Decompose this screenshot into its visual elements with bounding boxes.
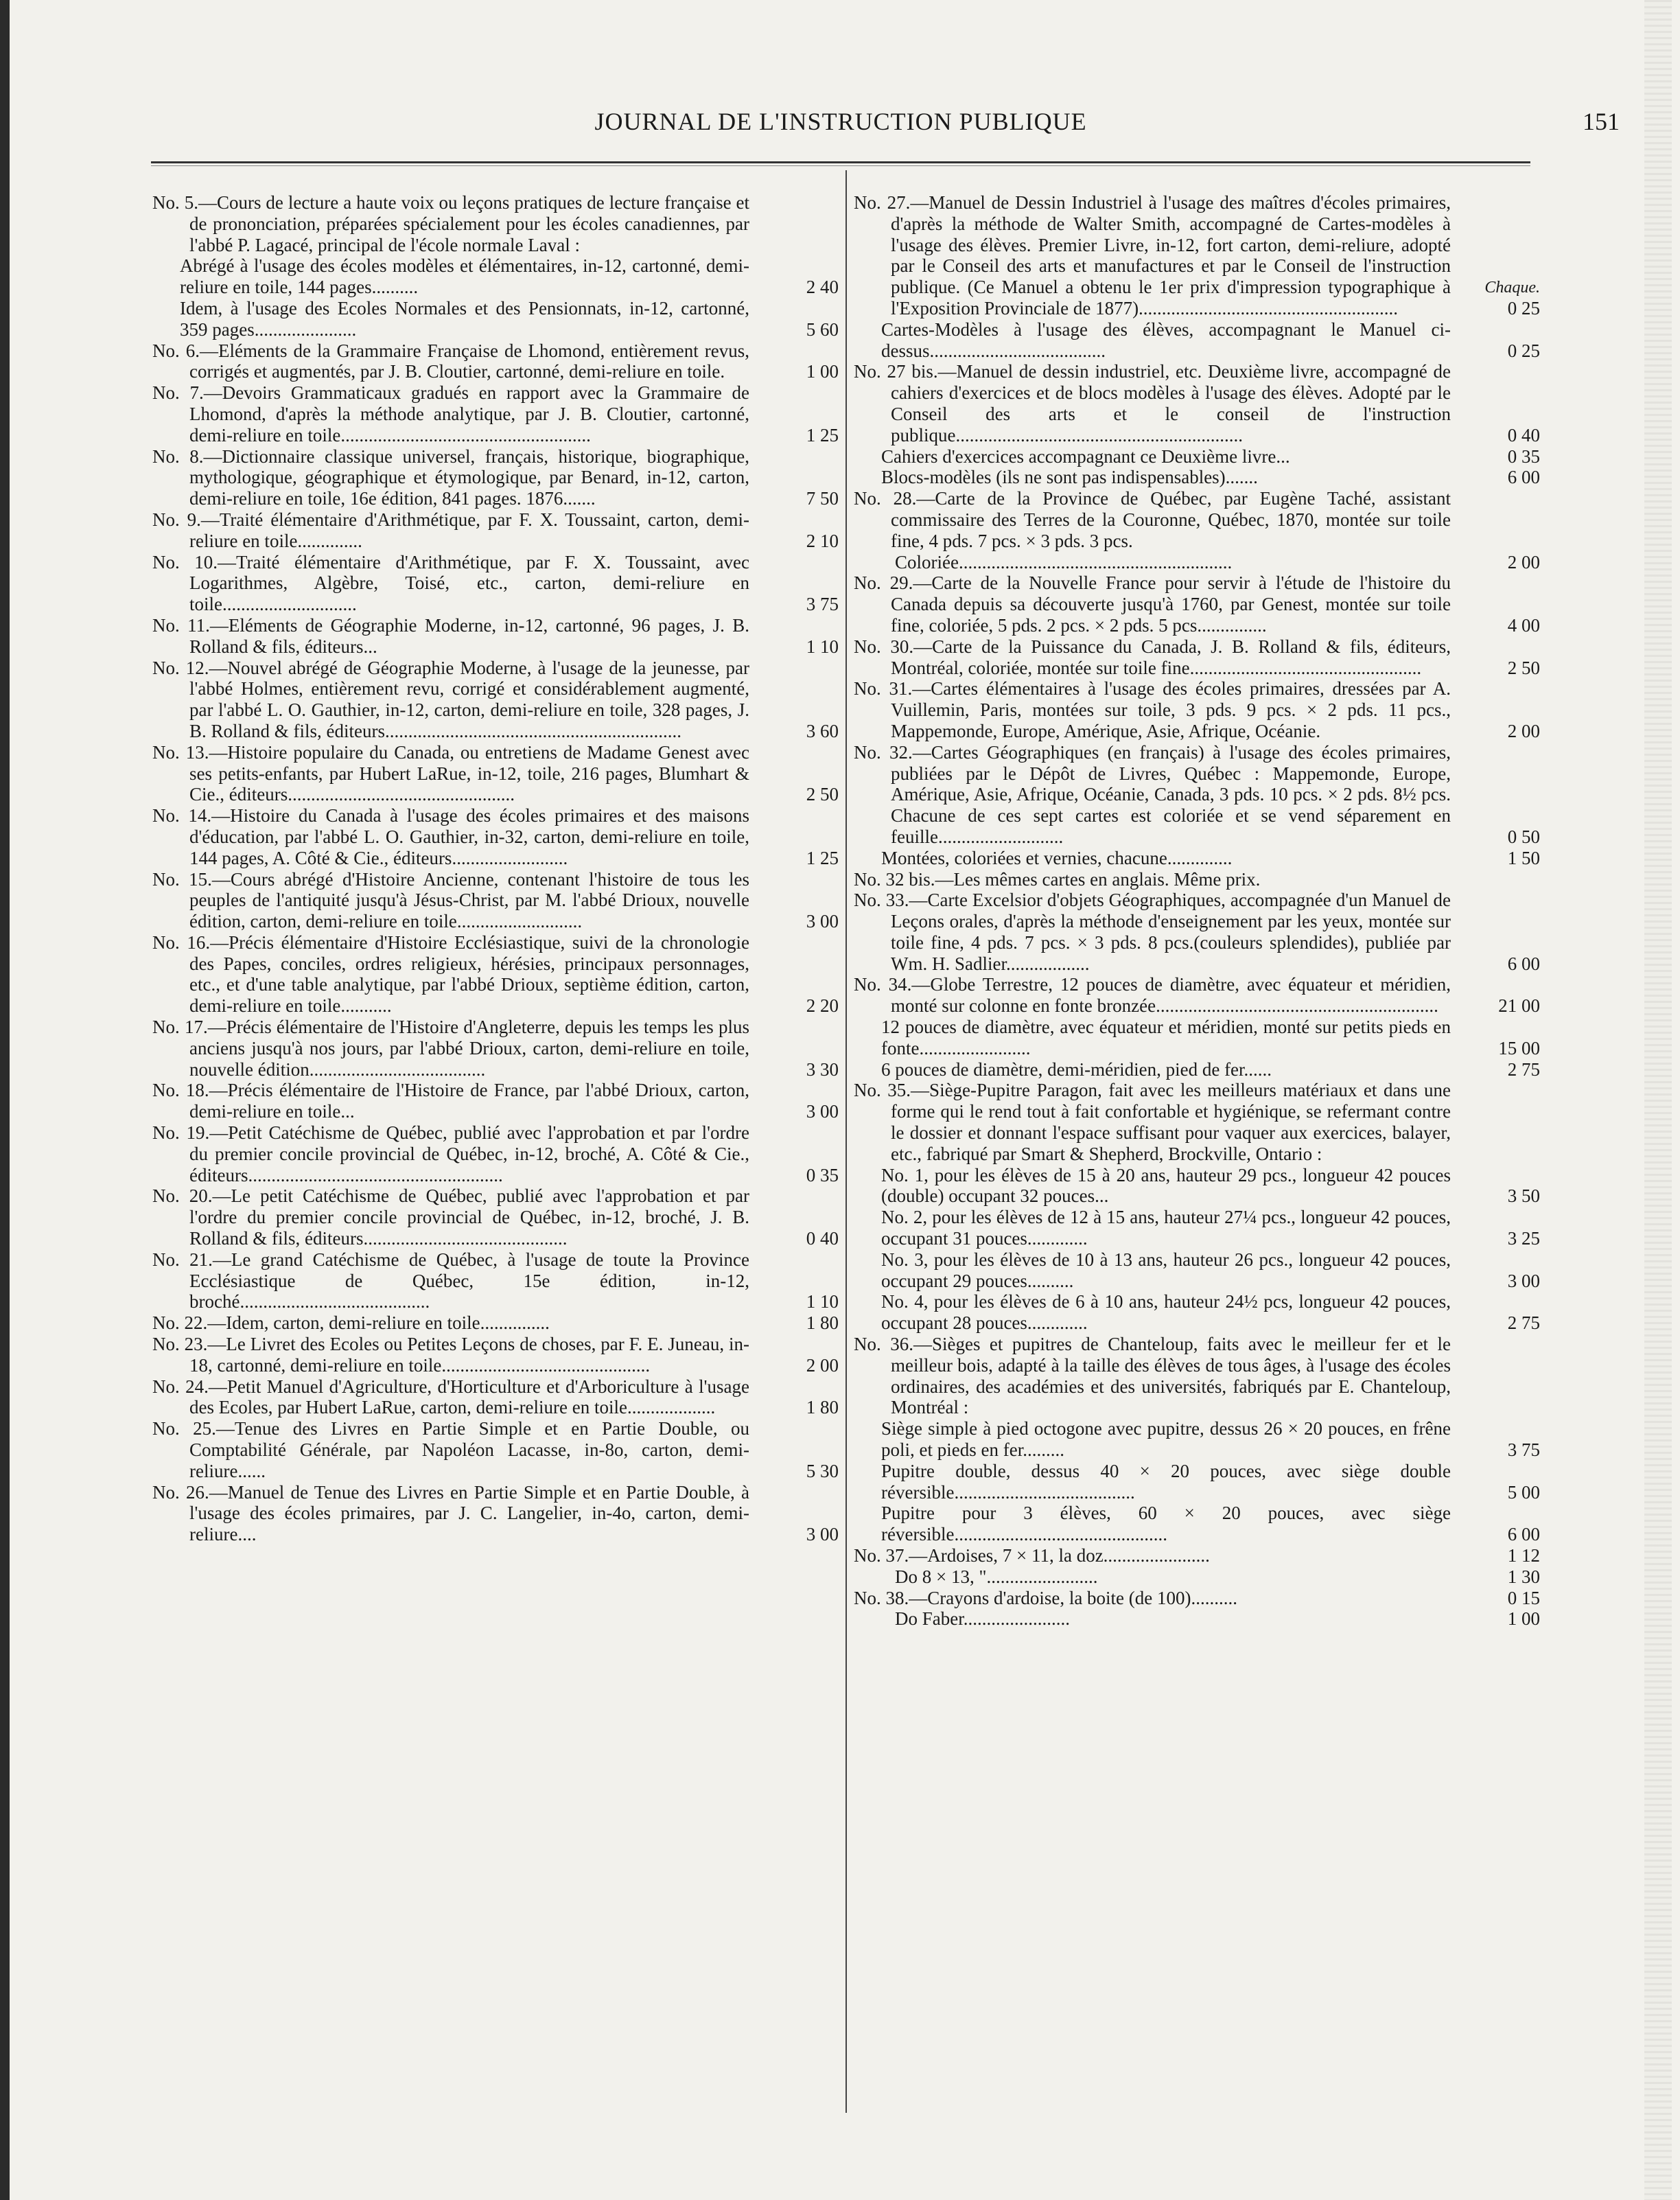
catalog-entry (152, 805, 839, 868)
catalog-entry (854, 848, 1540, 869)
entry-text: Do Faber....................... (895, 1608, 1070, 1630)
entry-price: 2 50 (1507, 657, 1540, 678)
entry-text: No. 19.—Petit Catéchisme de Québec, publié avec l'approbation et par l'ordre du premier concile provincial de Québec, in-12, broché, A. Côté & Cie., éditeurs....................................................... (152, 1122, 749, 1185)
entry-price: 3 00 (1507, 1270, 1540, 1291)
catalog-entry (152, 1312, 839, 1334)
entry-text: No. 8.—Dictionnaire classique universel, français, historique, biographique, mythologique, géographique et étymologique, par Benard, in-12, carton, demi-reliure en toile, 16e édition, 841 pages. 1876....... (152, 445, 749, 509)
entry-price: 1 12 (1507, 1545, 1540, 1566)
catalog-entry (152, 1418, 839, 1481)
entry-text: No. 17.—Précis élémentaire de l'Histoire d'Angleterre, depuis les temps les plus anciens jusqu'à nos jours, par l'abbé Drioux, carton, demi-reliure en toile, nouvelle édition...................................... (152, 1017, 749, 1080)
entry-price: 1 00 (806, 361, 839, 382)
catalog-entry (854, 1588, 1540, 1609)
catalog-entry (854, 1080, 1540, 1164)
entry-text: No. 14.—Histoire du Canada à l'usage des écoles primaires et des maisons d'éducation, par l'abbé L. O. Gauthier, in-32, carton, demi-reliure en toile, 144 pages, A. Côté & Cie., éditeurs......................... (152, 805, 749, 868)
catalog-entry (854, 1418, 1540, 1461)
entry-price: 0 40 (1507, 424, 1540, 445)
entry-price: 0 50 (1507, 826, 1540, 847)
page-edge-right-noise (1644, 0, 1672, 2200)
entry-text: No. 13.—Histoire populaire du Canada, ou entretiens de Madame Genest avec ses petits-enfants, par Hubert LaRue, in-12, toile, 216 pages, Blumhart & Cie., éditeurs................................................. (152, 741, 749, 805)
entry-text: Idem, à l'usage des Ecoles Normales et des Pensionnats, in-12, cartonné, 359 pages...................... (180, 297, 749, 340)
catalog-entry (854, 1165, 1540, 1207)
entry-text: No. 36.—Sièges et pupitres de Chanteloup, faits avec le meilleur fer et le meilleur bois, adapté à la taille des élèves de tous âges, à l'usage des écoles ordinaires, des académies et des universités, fabriqués par E. Chanteloup, Montréal : (854, 1334, 1451, 1418)
entry-price: 21 00 (1498, 995, 1540, 1017)
entry-price: 1 80 (806, 1397, 839, 1418)
entry-price: 3 00 (806, 911, 839, 932)
catalog-entry (854, 742, 1540, 848)
catalog-entry (152, 869, 839, 932)
catalog-entry (152, 382, 839, 445)
catalog-entry (854, 1207, 1540, 1249)
catalog-entry (854, 636, 1540, 679)
catalog-entry (152, 298, 839, 340)
entry-text: No. 18.—Précis élémentaire de l'Histoire de France, par l'abbé Drioux, carton, demi-reliure en toile... (152, 1080, 749, 1122)
entry-text: Abrégé à l'usage des écoles modèles et élémentaires, in-12, cartonné, demi-reliure en toile, 144 pages.......... (180, 255, 749, 298)
entry-text: No. 12.—Nouvel abrégé de Géographie Moderne, à l'usage de la jeunesse, par l'abbé Holmes, entièrement revu, corrigé et considérablement augmenté, par l'abbé L. O. Gauthier, in-12, carton, demi-reliure en toile, 328 pages, J. B. Rolland & fils, éditeurs................................................................ (152, 657, 749, 741)
catalog-entry (854, 192, 1540, 319)
catalog-entry (152, 1376, 839, 1419)
entry-price: 2 00 (806, 1354, 839, 1376)
catalog-entry (152, 446, 839, 509)
entry-text: No. 24.—Petit Manuel d'Agriculture, d'Horticulture et d'Arboriculture à l'usage des Ecoles, par Hubert LaRue, carton, demi-reliure en toile................... (152, 1376, 749, 1418)
entry-price: 1 50 (1507, 847, 1540, 868)
catalog-entry (152, 1482, 839, 1545)
catalog-entry (854, 1249, 1540, 1292)
catalog-entry (854, 361, 1540, 445)
entry-text: No. 20.—Le petit Catéchisme de Québec, publié avec l'approbation et par l'ordre du premier concile provincial de Québec, in-12, broché, J. B. Rolland & fils, éditeurs............................................ (152, 1185, 749, 1249)
column-divider (845, 170, 847, 2113)
entry-price: 4 00 (1507, 614, 1540, 636)
entry-price: 6 00 (1507, 467, 1540, 488)
left-column (152, 192, 839, 1545)
entry-text: No. 28.—Carte de la Province de Québec, par Eugène Taché, assistant commissaire des Terres de la Couronne, Québec, 1870, montée sur toile fine, 4 pds. 7 pcs. × 3 pds. 3 pcs. (854, 488, 1451, 551)
entry-text: 12 pouces de diamètre, avec équateur et méridien, monté sur petits pieds en fonte........................ (881, 1017, 1451, 1058)
catalog-entry (152, 1334, 839, 1376)
entry-text: Pupitre double, dessus 40 × 20 pouces, avec siège double réversible....................................... (881, 1460, 1451, 1503)
catalog-entry (152, 932, 839, 1017)
entry-text: Coloriée........................................................... (895, 551, 1233, 572)
page-edge-left (0, 0, 10, 2200)
catalog-entry (854, 1291, 1540, 1334)
entry-text: No. 22.—Idem, carton, demi-reliure en toile............... (152, 1312, 550, 1334)
entry-text: No. 30.—Carte de la Puissance du Canada, J. B. Rolland & fils, éditeurs, Montréal, coloriée, montée sur toile fine.................................................. (854, 636, 1451, 678)
entry-text: No. 4, pour les élèves de 6 à 10 ans, hauteur 24½ pcs, longueur 42 pouces, occupant 28 pouces............. (881, 1291, 1451, 1334)
catalog-entry (854, 1503, 1540, 1545)
entry-price: 0 35 (806, 1164, 839, 1185)
entry-text: No. 2, pour les élèves de 12 à 15 ans, hauteur 27¼ pcs., longueur 42 pouces, occupant 31 pouces............. (881, 1207, 1451, 1249)
entry-text: No. 27 bis.—Manuel de dessin industriel, etc. Deuxième livre, accompagné de cahiers d'exercices et de blocs modèles à l'usage des élèves. Adopté par le Conseil des arts et le conseil de l'instruction publique.............................................................. (854, 361, 1451, 445)
entry-price: 0 25 (1507, 297, 1540, 319)
entry-price: 3 30 (806, 1058, 839, 1080)
entry-text: 6 pouces de diamètre, demi-méridien, pied de fer...... (881, 1058, 1272, 1080)
entry-price: 6 00 (1507, 1524, 1540, 1545)
entry-price: 2 75 (1507, 1312, 1540, 1334)
catalog-entry (152, 615, 839, 658)
catalog-entry (152, 192, 839, 255)
entry-text: No. 31.—Cartes élémentaires à l'usage des écoles primaires, dressées par A. Vuillemin, Paris, montées sur toile, 3 pds. 9 pcs. × 2 pds. 11 pcs., Mappemonde, Europe, Amérique, Asie, Afrique, Océanie. (854, 678, 1451, 741)
entry-text: No. 23.—Le Livret des Ecoles ou Petites Leçons de choses, par F. E. Juneau, in-18, cartonné, demi-reliure en toile............................................. (152, 1334, 749, 1376)
entry-text: No. 35.—Siège-Pupitre Paragon, fait avec les meilleurs matériaux et dans une forme qui le rend tout à fait confortable et hygiénique, se refermant contre le dossier et donnant l'espace suffisant pour vaquer aux exercices, balayer, etc., fabriqué par Smart & Shepherd, Brockville, Ontario : (854, 1080, 1451, 1164)
entry-text: Do 8 × 13, "........................ (895, 1566, 1098, 1587)
catalog-entry (152, 255, 839, 298)
entry-price: 1 30 (1507, 1566, 1540, 1587)
catalog-entry (152, 1185, 839, 1249)
entry-text: Montées, coloriées et vernies, chacune.............. (881, 847, 1233, 868)
entry-text: No. 34.—Globe Terrestre, 12 pouces de diamètre, avec équateur et méridien, monté sur colonne en fonte bronzée............................................................. (854, 974, 1451, 1017)
entry-price: 2 00 (1507, 551, 1540, 572)
catalog-entry (152, 742, 839, 805)
entry-price: 5 60 (806, 319, 839, 340)
entry-text: Cahiers d'exercices accompagnant ce Deuxième livre... (881, 445, 1290, 467)
entry-price: 7 50 (806, 488, 839, 509)
entry-price: 2 20 (806, 995, 839, 1017)
entry-text: No. 9.—Traité élémentaire d'Arithmétique, par F. X. Toussaint, carton, demi-reliure en toile.............. (152, 509, 749, 551)
entry-price: 0 40 (806, 1228, 839, 1249)
catalog-entry (854, 678, 1540, 741)
journal-title: JOURNAL DE L'INSTRUCTION PUBLIQUE (594, 108, 1087, 135)
catalog-entry (152, 552, 839, 615)
entry-price: 5 30 (806, 1460, 839, 1481)
entry-text: No. 27.—Manuel de Dessin Industriel à l'usage des maîtres d'écoles primaires, d'après la méthode de Walter Smith, accompagné de Cartes-modèles à l'usage des élèves. Premier Livre, in-12, fort carton, demi-reliure, adopté par le Conseil des arts et manufactures et par le Conseil de l'instruction publique. (Ce Manuel a obtenu le 1er prix d'impression typographique à l'Exposition Provinciale de 1877)........................................................ (854, 192, 1451, 319)
catalog-entry (152, 658, 839, 742)
price-note: Chaque. (1484, 278, 1540, 297)
entry-text: No. 29.—Carte de la Nouvelle France pour servir à l'étude de l'histoire du Canada depuis sa découverte jusqu'à 1760, par Genest, montée sur toile fine, coloriée, 5 pds. 2 pcs. × 2 pds. 5 pcs............... (854, 572, 1451, 636)
entry-price: 15 00 (1498, 1037, 1540, 1058)
catalog-entry (152, 509, 839, 552)
entry-text: No. 38.—Crayons d'ardoise, la boite (de 100).......... (854, 1587, 1238, 1608)
entry-price: 3 00 (806, 1101, 839, 1122)
entry-price: 2 10 (806, 530, 839, 551)
catalog-entry (152, 1017, 839, 1080)
entry-price: 3 00 (806, 1524, 839, 1545)
catalog-entry (854, 1608, 1540, 1630)
catalog-entry (854, 1059, 1540, 1080)
entry-text: No. 25.—Tenue des Livres en Partie Simple et en Partie Double, ou Comptabilité Générale, par Napoléon Lacasse, in-8o, carton, demi-reliure...... (152, 1418, 749, 1481)
page-number: 151 (1583, 108, 1620, 135)
entry-text: No. 37.—Ardoises, 7 × 11, la doz....................... (854, 1545, 1210, 1566)
entry-text: No. 5.—Cours de lecture a haute voix ou leçons pratiques de lecture française et de prononciation, préparées spécialement pour les écoles canadiennes, par l'abbé P. Lagacé, principal de l'école normale Laval : (152, 192, 749, 255)
entry-text: Blocs-modèles (ils ne sont pas indispensables)....... (881, 467, 1258, 488)
catalog-entry (854, 869, 1540, 890)
catalog-entry (854, 974, 1540, 1017)
right-column (854, 192, 1540, 1630)
catalog-entry (854, 1017, 1540, 1059)
entry-price: 6 00 (1507, 953, 1540, 974)
catalog-entry (854, 890, 1540, 974)
catalog-entry (854, 467, 1540, 488)
entry-text: No. 16.—Précis élémentaire d'Histoire Ecclésiastique, suivi de la chronologie des Papes, conciles, ordres religieux, hérésies, principaux personnages, etc., et d'une table analytique, par l'abbé Drioux, septième édition, carton, demi-reliure en toile........... (152, 931, 749, 1017)
entry-text: No. 3, pour les élèves de 10 à 13 ans, hauteur 26 pcs., longueur 42 pouces, occupant 29 pouces.......... (881, 1249, 1451, 1291)
catalog-entry (854, 488, 1540, 551)
entry-price: 2 50 (806, 784, 839, 805)
entry-price: 1 25 (806, 424, 839, 445)
entry-price: 0 25 (1507, 340, 1540, 361)
entry-price: 0 35 (1507, 445, 1540, 467)
entry-text: No. 15.—Cours abrégé d'Histoire Ancienne, contenant l'histoire de tous les peuples de l'antiquité jusqu'à Jésus-Christ, par M. l'abbé Drioux, nouvelle édition, carton, demi-reliure en toile........................... (152, 868, 749, 932)
catalog-entry (854, 1545, 1540, 1566)
header-rule (151, 161, 1530, 166)
entry-text: No. 11.—Eléments de Géographie Moderne, in-12, cartonné, 96 pages, J. B. Rolland & fils, éditeurs... (152, 614, 749, 657)
catalog-entry (152, 1122, 839, 1185)
catalog-entry (152, 1249, 839, 1312)
entry-text: No. 21.—Le grand Catéchisme de Québec, à l'usage de toute la Province Ecclésiastique de Québec, 15e édition, in-12, broché......................................... (152, 1249, 749, 1312)
catalog-entry (854, 552, 1540, 573)
entry-price: 0 15 (1507, 1587, 1540, 1608)
entry-price: 2 40 (806, 277, 839, 298)
entry-price: 3 75 (1507, 1439, 1540, 1461)
entry-text: Cartes-Modèles à l'usage des élèves, accompagnant le Manuel ci-dessus...................................... (881, 319, 1451, 361)
catalog-entry (854, 572, 1540, 636)
entry-text: No. 33.—Carte Excelsior d'objets Géographiques, accompagnée d'un Manuel de Leçons orales, d'après la méthode d'enseignement par les yeux, montée sur toile fine, 4 pds. 7 pcs. × 3 pds. 8 pcs.(couleurs splendides), publiée par Wm. H. Sadlier.................. (854, 890, 1451, 974)
entry-price: 1 80 (806, 1312, 839, 1334)
entry-text: Pupitre pour 3 élèves, 60 × 20 pouces, avec siège réversible.............................................. (881, 1503, 1451, 1545)
entry-text: No. 32.—Cartes Géographiques (en français) à l'usage des écoles primaires, publiées par le Dépôt de Livres, Québec : Mappemonde, Europe, Amérique, Asie, Afrique, Océanie, Canada, 3 pds. 10 pcs. × 2 pds. 8½ pcs. Chacune de ces sept cartes est coloriée et se vend séparement en feuille........................... (854, 741, 1451, 847)
catalog-entry (854, 1461, 1540, 1503)
entry-text: No. 7.—Devoirs Grammaticaux gradués en rapport avec la Grammaire de Lhomond, d'après la méthode analytique, par J. B. Cloutier, cartonné, demi-reliure en toile...................................................... (152, 382, 749, 445)
catalog-entry (854, 446, 1540, 467)
entry-text: No. 6.—Eléments de la Grammaire Française de Lhomond, entièrement revus, corrigés et augmentés, par J. B. Cloutier, cartonné, demi-reliure en toile. (152, 340, 749, 382)
entry-price: 1 25 (806, 847, 839, 868)
entry-price: 5 00 (1507, 1481, 1540, 1503)
entry-price: 1 10 (806, 1291, 839, 1312)
entry-price: 3 75 (806, 594, 839, 615)
entry-text: Siège simple à pied octogone avec pupitre, dessus 26 × 20 pouces, en frêne poli, et pieds en fer......... (881, 1418, 1451, 1461)
catalog-entry (152, 1080, 839, 1122)
catalog-entry (854, 1334, 1540, 1418)
entry-price: 3 25 (1507, 1228, 1540, 1249)
entry-text: No. 26.—Manuel de Tenue des Livres en Partie Simple et en Partie Double, à l'usage des écoles primaires, par J. C. Langelier, in-4o, carton, demi-reliure.... (152, 1481, 749, 1545)
entry-text: No. 32 bis.—Les mêmes cartes en anglais. Même prix. (854, 868, 1261, 890)
entry-price: 2 00 (1507, 720, 1540, 741)
entry-price: 2 75 (1507, 1058, 1540, 1080)
entry-price: 3 50 (1507, 1185, 1540, 1207)
entry-text: No. 1, pour les élèves de 15 à 20 ans, hauteur 29 pcs., longueur 42 pouces (double) occupant 32 pouces... (881, 1164, 1451, 1207)
catalog-entry (152, 340, 839, 383)
page-header (41, 103, 1640, 144)
entry-text: No. 10.—Traité élémentaire d'Arithmétique, par F. X. Toussaint, avec Logarithmes, Algèbre, Toisé, etc., carton, demi-reliure en toile............................. (152, 551, 749, 615)
catalog-entry (854, 1566, 1540, 1588)
entry-price: 1 10 (806, 636, 839, 657)
catalog-entry (854, 319, 1540, 362)
entry-price: 1 00 (1507, 1608, 1540, 1630)
entry-price: 3 60 (806, 720, 839, 741)
